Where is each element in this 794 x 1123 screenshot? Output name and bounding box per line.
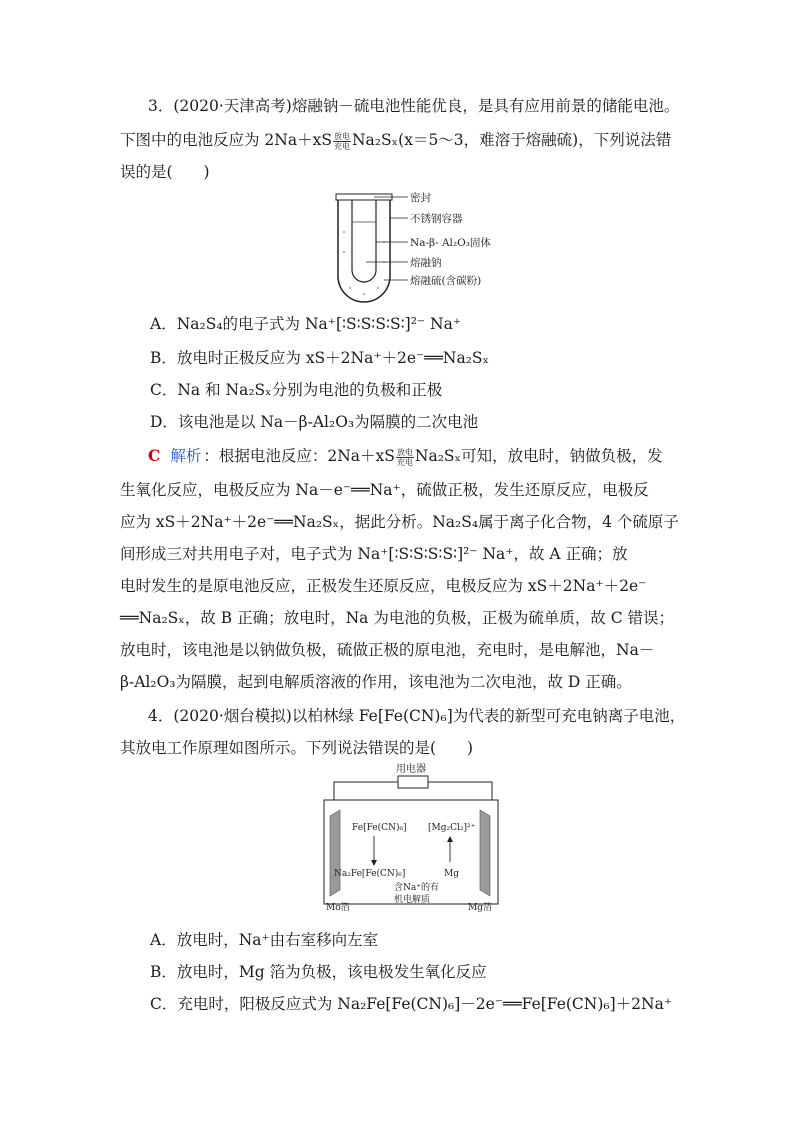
- q3-stem-line1: 3．(2020·天津高考)熔融钠－硫电池性能优良，是具有应用前景的储能电池。: [148, 97, 680, 115]
- q3-explanation-line8: β-Al₂O₃为隔膜，起到电解质溶液的作用，该电池为二次电池，故 D 正确。: [120, 673, 632, 691]
- mo-foil-label: Mo箔: [326, 903, 350, 912]
- label-steel: 不锈钢容器: [410, 213, 463, 225]
- jiexi-label: 解析: [170, 447, 202, 465]
- electrolyte-label-1: 含Na⁺的有: [394, 883, 439, 893]
- left-top-species: Fe[Fe(CN)₆]: [352, 823, 407, 833]
- q3-explanation-line5: 电时发生的是原电池反应，正极发生还原反应，电极反应为 xS＋2Na⁺＋2e⁻: [120, 577, 647, 595]
- q4-stem-line1: 4．(2020·烟台模拟)以柏林绿 Fe[Fe(CN)₆]为代表的新型可充电钠离子电池，: [148, 707, 686, 725]
- q3-explanation-line3: 应为 xS＋2Na⁺＋2e⁻══Na₂Sₓ，据此分析。Na₂S₄属于离子化合物，4 个硫原子: [120, 513, 679, 531]
- device-box: [398, 776, 428, 788]
- device-label: 用电器: [396, 764, 426, 775]
- electrolyte-label-2: 机电解质: [394, 895, 431, 905]
- right-bottom-species: Mg: [444, 869, 459, 879]
- q4-stem-line2: 其放电工作原理如图所示。下列说法错误的是( ): [120, 739, 474, 757]
- steel-container: [338, 196, 390, 302]
- q4-option-a: A．放电时，Na⁺由右室移向左室: [150, 931, 379, 949]
- q3-explanation-line2: 生氧化反应，电极反应为 Na－e⁻══Na⁺，硫做正极，发生还原反应，电极反: [120, 481, 649, 499]
- q3-stem-line3: 误的是( ): [120, 163, 210, 181]
- q3-explanation-line6: ══Na₂Sₓ，故 B 正确；放电时，Na 为电池的负极，正极为硫单质，故 C 错误；: [120, 609, 675, 627]
- q3-option-d: D．该电池是以 Na－β-Al₂O₃为隔膜的二次电池: [150, 413, 479, 431]
- label-seal: 密封: [410, 192, 431, 204]
- mo-foil-electrode: [330, 810, 340, 896]
- reaction-arrow-fraction: $\frac{\text{放电}}{\text{充电}}$: [333, 131, 350, 151]
- mg-foil-electrode: [480, 810, 490, 896]
- na-s-battery-figure: [330, 192, 530, 304]
- answer-badge: C: [148, 446, 161, 465]
- q4-option-c: C．充电时，阳极反应式为 Na₂Fe[Fe(CN)₆]－2e⁻══Fe[Fe(CN)₆]＋2Na⁺: [150, 995, 672, 1013]
- na-ion-battery-figure: [318, 760, 502, 912]
- q4-option-b: B．放电时，Mg 箔为负极，该电极发生氧化反应: [150, 963, 487, 981]
- q3-explanation-line7: 放电时，该电池是以钠做负极，硫做正极的原电池，充电时，是电解池，Na－: [120, 641, 655, 659]
- reaction-arrow-fraction-2: $\frac{\text{放电}}{\text{充电}}$: [396, 447, 413, 467]
- left-bottom-species: Na₂Fe[Fe(CN)₆]: [334, 869, 406, 879]
- label-molten-sulfur: 熔融硫(含碳粉): [410, 275, 482, 287]
- q3-option-c: C．Na 和 Na₂Sₓ分别为电池的负极和正极: [150, 381, 443, 399]
- q3-explanation-line1: C 解析 ：根据电池反应：2Na＋xS $\frac{\text{放电}}{\text{充电}}$ Na₂Sₓ可知，放电时，钠做负极，发: [148, 446, 663, 467]
- right-top-species: [Mg₂Cl₂]²⁺: [428, 823, 476, 833]
- q3-option-a: A．Na₂S₄的电子式为 Na⁺[∶S∶S∶S∶S∶]²⁻ Na⁺: [150, 315, 461, 333]
- beta-alumina-tube: [352, 196, 376, 282]
- label-beta-alumina: Na-β- Al₂O₃固体: [410, 237, 491, 249]
- q3-explanation-line4: 间形成三对共用电子对，电子式为 Na⁺[∶S∶S∶S∶S∶]²⁻ Na⁺，故 A 正确；放: [120, 545, 628, 563]
- q3-option-b: B．放电时正极反应为 xS＋2Na⁺＋2e⁻══Na₂Sₓ: [150, 349, 490, 367]
- label-molten-sodium: 熔融钠: [410, 257, 442, 269]
- mg-foil-label: Mg箔: [468, 903, 492, 912]
- q3-stem-line2: 下图中的电池反应为 2Na＋xS $\frac{\text{放电}}{\text{充电}}$ Na₂Sₓ(x＝5～3，难溶于熔融硫)，下列说法错: [120, 131, 672, 151]
